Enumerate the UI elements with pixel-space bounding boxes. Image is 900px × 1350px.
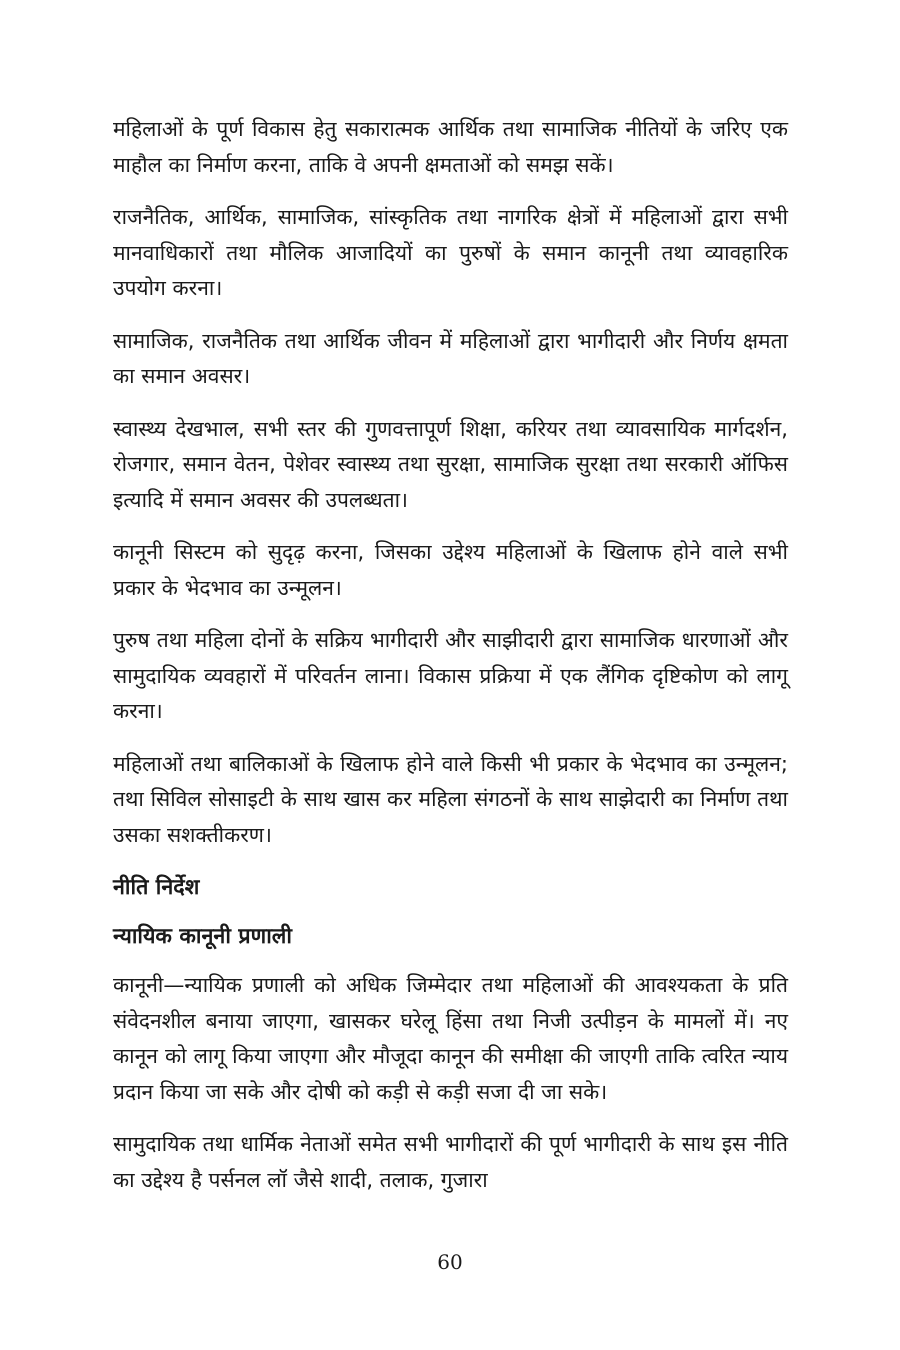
page-body xyxy=(113,112,788,1215)
paragraph-economic-social-policies: महिलाओं के पूर्ण विकास हेतु सकारात्मक आर्थिक तथा सामाजिक नीतियों के जरिए एक माहौल का निर्माण करना, ताकि वे अपनी क्षमताओं को समझ सकें। xyxy=(113,117,788,177)
paragraph-human-rights: राजनैतिक, आर्थिक, सामाजिक, सांस्कृतिक तथा नागरिक क्षेत्रों में महिलाओं द्वारा सभी मानवाधिकारों तथा मौलिक आजादियों का पुरुषों के समान कानूनी तथा व्यावहारिक उपयोग करना। xyxy=(113,205,788,300)
paragraph-equal-access: स्वास्थ्य देखभाल, सभी स्तर की गुणवत्तापूर्ण शिक्षा, करियर तथा व्यावसायिक मार्गदर्शन, रोजगार, समान वेतन, पेशेवर स्वास्थ्य तथा सुरक्षा, सामाजिक सुरक्षा तथा सरकारी ऑफिस इत्यादि में समान अवसर की उपलब्धता। xyxy=(113,416,788,512)
subsection-heading: न्यायिक कानूनी प्रणाली xyxy=(113,924,292,949)
paragraph-personal-law: सामुदायिक तथा धार्मिक नेताओं समेत सभी भागीदारों की पूर्ण भागीदारी के साथ इस नीति का उद्देश्य है पर्सनल लॉ जैसे शादी, तलाक, गुजारा xyxy=(113,1132,788,1192)
page-number: 60 xyxy=(437,1250,463,1274)
paragraph-elimination-discrimination: महिलाओं तथा बालिकाओं के खिलाफ होने वाले किसी भी प्रकार के भेदभाव का उन्मूलन; तथा सिविल सोसाइटी के साथ खास कर महिला संगठनों के साथ साझेदारी का निर्माण तथा उसका सशक्तीकरण। xyxy=(113,751,788,847)
paragraph-judicial-system: कानूनी—न्यायिक प्रणाली को अधिक जिम्मेदार तथा महिलाओं की आवश्यकता के प्रति संवेदनशील बनाया जाएगा, खासकर घरेलू हिंसा तथा निजी उत्पीड़न के मामलों में। नए कानून को लागू किया जाएगा और मौजूदा कानून की समीक्षा की जाएगी ताकि त्वरित न्याय प्रदान किया जा सके और दोषी को कड़ी से कड़ी सजा दी जा सके। xyxy=(113,973,788,1104)
paragraph-social-change: पुरुष तथा महिला दोनों के सक्रिय भागीदारी और साझीदारी द्वारा सामाजिक धारणाओं और सामुदायिक व्यवहारों में परिवर्तन लाना। विकास प्रक्रिया में एक लैंगिक दृष्टिकोण को लागू करना। xyxy=(113,628,788,723)
paragraph-legal-system: कानूनी सिस्टम को सुदृढ़ करना, जिसका उद्देश्य महिलाओं के खिलाफ होने वाले सभी प्रकार के भेदभाव का उन्मूलन। xyxy=(113,540,788,600)
section-heading: नीति निर्देश xyxy=(113,875,200,900)
paragraph-participation: सामाजिक, राजनैतिक तथा आर्थिक जीवन में महिलाओं द्वारा भागीदारी और निर्णय क्षमता का समान अवसर। xyxy=(113,328,788,388)
